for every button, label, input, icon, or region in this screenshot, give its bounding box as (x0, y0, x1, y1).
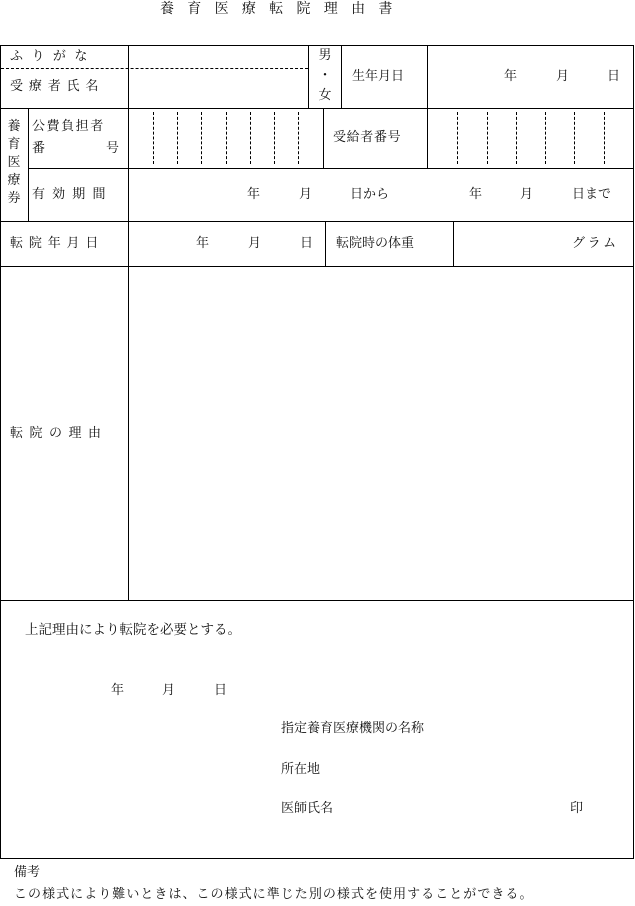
reason-field[interactable] (129, 267, 633, 600)
birth-year-unit: 年 (504, 69, 518, 84)
public-payer-label: 公費負担者 (32, 119, 105, 134)
validity-to-day: 日まで (572, 187, 612, 202)
certification-statement: 上記理由により転院を必要とする。 (25, 622, 241, 638)
birth-date-label: 生年月日 (352, 69, 405, 84)
validity-period-label: 有効期間 (32, 187, 113, 202)
notes-text: この様式により難いときは、この様式に準じた別の様式を使用することができる。 (14, 887, 534, 902)
institution-name-label: 指定養育医療機関の名称 (281, 721, 425, 736)
page-title: 養育医療転院理由書 (160, 1, 406, 17)
cert-year-unit: 年 (111, 683, 125, 698)
cert-month-unit: 月 (162, 683, 176, 698)
validity-from-year: 年 (247, 187, 261, 202)
public-payer-label-ban: 番 (32, 141, 46, 156)
public-payer-label-go: 号 (106, 141, 120, 156)
notes-heading: 備考 (14, 865, 41, 880)
birth-month-unit: 月 (556, 69, 570, 84)
weight-label: 転院時の体重 (336, 236, 415, 251)
transfer-year-unit: 年 (196, 236, 210, 251)
doctor-name-label: 医師氏名 (281, 801, 334, 816)
reason-label: 転院の理由 (10, 426, 108, 441)
address-label: 所在地 (281, 762, 321, 777)
ticket-label: 養 育 医 療 券 (7, 119, 21, 206)
sex-label: 男 ・ 女 (318, 48, 332, 103)
validity-from-day: 日から (350, 187, 390, 202)
recipient-number-label: 受給者番号 (333, 130, 402, 145)
cert-day-unit: 日 (214, 683, 228, 698)
validity-from-month: 月 (299, 187, 313, 202)
birth-day-unit: 日 (607, 69, 621, 84)
patient-name-label: 受療者氏名 (10, 79, 105, 94)
transfer-month-unit: 月 (248, 236, 262, 251)
transfer-day-unit: 日 (300, 236, 314, 251)
weight-unit: グラム (572, 236, 619, 251)
validity-to-month: 月 (520, 187, 534, 202)
furigana-label: ふりがな (10, 49, 96, 64)
validity-to-year: 年 (469, 187, 483, 202)
seal-mark: 印 (570, 801, 584, 816)
transfer-date-label: 転院年月日 (10, 236, 105, 251)
